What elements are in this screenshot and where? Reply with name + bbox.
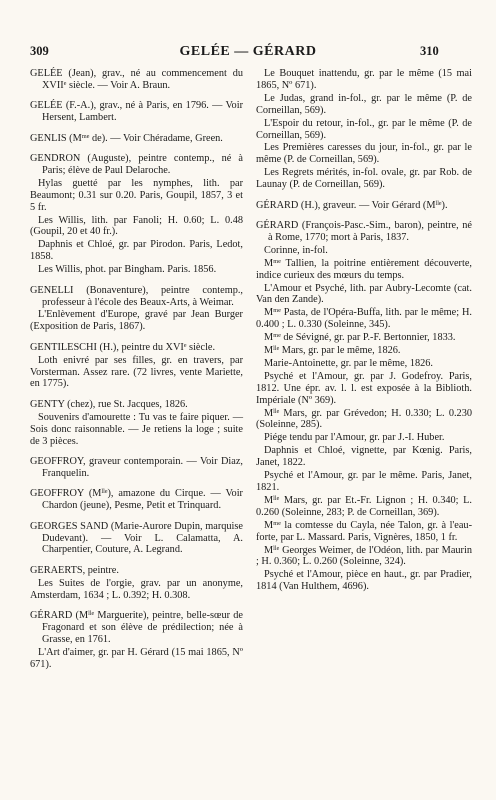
- entry-item: Daphnis et Chloé, vignette, par Kœnig. Paris, Janet, 1822.: [256, 445, 472, 469]
- entry-item: Mᵐᵉ Tallien, la poitrine entièrement découverte, indice curieux des mœurs du temps.: [256, 257, 472, 281]
- entry-heading: GÉRARD (H.), graveur. — Voir Gérard (Mˡˡᵉ).: [256, 199, 448, 211]
- entry-item: Mˡˡᵉ Mars, gr. par Et.-Fr. Lignon ; H. 0.340; L. 0.260 (Soleinne, 283; P. de Corneillan, 369).: [256, 494, 472, 518]
- entry-item: Les Willis, phot. par Bingham. Paris. 1856.: [38, 264, 217, 276]
- entry-heading: GENLIS (Mᵐᵉ de). — Voir Chéradame, Green.: [30, 132, 223, 144]
- catalog-entry: [256, 220, 472, 593]
- entry-item: Loth enivré par ses filles, gr. en travers, par Vorsterman. Assez rare. (72 livres, vente Mariette, en 1775).: [30, 354, 243, 390]
- entry-heading: GENTY (chez), rue St. Jacques, 1826.: [30, 398, 188, 410]
- right-page-number: 310: [420, 44, 439, 58]
- entry-heading: GENTILESCHI (H.), peintre du XVIᵉ siècle.: [30, 341, 216, 353]
- entry-item: Les Suites de l'orgie, grav. par un anonyme, Amsterdam, 1634 ; L. 0.392; H. 0.308.: [30, 577, 243, 601]
- entry-item: Psyché et l'Amour, gr. par J. Godefroy. Paris, 1812. Une épr. av. l. l. est exposée à la Biblioth. Impériale (Nº 369).: [256, 370, 472, 406]
- entry-item: Les Premières caresses du jour, in-fol., gr. par le même (P. de Corneillan, 569).: [256, 142, 472, 166]
- left-page-number: 309: [30, 44, 49, 58]
- entry-item: Marie-Antoinette, gr. par le même, 1826.: [264, 357, 433, 369]
- catalog-entry: [30, 456, 243, 480]
- entry-heading: GENDRON (Auguste), peintre contemp., né à Paris; élève de Paul Delaroche.: [30, 153, 243, 176]
- catalog-entry: [30, 285, 243, 334]
- entry-heading: GELÉE (Jean), grav., né au commencement du XVIIᵉ siècle. — Voir A. Braun.: [30, 68, 243, 91]
- entry-item: Psyché et l'Amour, gr. par le même. Paris, Janet, 1821.: [256, 470, 472, 493]
- entry-item: Les Regrets mérités, in-fol. ovale, gr. par Rob. de Launay (P. de Corneillan, 569).: [256, 167, 472, 191]
- entry-item: Mˡˡᵉ Mars, gr. par Grévedon; H. 0.330; L. 0.230 (Soleinne, 285).: [256, 407, 472, 431]
- entry-item: Les Willis, lith. par Fanoli; H. 0.60; L. 0.48 (Goupil, 20 et 40 fr.).: [30, 214, 243, 238]
- running-title: GELÉE — GÉRARD: [179, 44, 317, 59]
- entry-item: Psyché et l'Amour, pièce en haut., gr. par Pradier, 1814 (Van Hulthem, 4696).: [256, 569, 472, 593]
- entry-heading: GÉRARD (François-Pasc.-Sim., baron), peintre, né à Rome, 1770; mort à Paris, 1837.: [256, 219, 472, 243]
- entry-item: Corinne, in-fol.: [264, 244, 328, 256]
- entry-item: L'Amour et Psyché, lith. par Aubry-Lecomte (cat. Van den Zande).: [256, 282, 472, 306]
- catalog-entry: [30, 399, 243, 448]
- entry-item: Hylas guetté par les nymphes, lith. par Beaumont; 0.31 sur 0.20. Paris, Goupil, 1857, 3 et 5 fr.: [30, 177, 243, 213]
- entry-item: Le Bouquet inattendu, gr. par le même (15 mai 1865, Nº 671).: [256, 68, 472, 91]
- entry-heading: GEOFFROY, graveur contemporain. — Voir Diaz, Franquelin.: [30, 455, 243, 479]
- entry-item: Mˡˡᵉ Mars, gr. par le même, 1826.: [264, 345, 401, 357]
- catalog-entry: [30, 342, 243, 391]
- page-header: [0, 44, 496, 60]
- catalog-entry: [30, 565, 243, 602]
- entry-heading: GERAERTS, peintre.: [30, 564, 119, 576]
- entry-item: Mᵐᵉ Pasta, de l'Opéra-Buffa, lith. par le même; H. 0.400 ; L. 0.330 (Soleinne, 345).: [256, 307, 472, 331]
- entry-heading: GEORGES SAND (Marie-Aurore Dupin, marquise Dudevant). — Voir L. Calamatta, A. Charpentier, Couture, A. Legrand.: [30, 520, 243, 556]
- entry-item: Mᵐᵉ la comtesse du Cayla, née Talon, gr. à l'eau-forte, par L. Massard. Paris, Vignères, 1850, 1 fr.: [256, 519, 472, 543]
- catalog-entry: [30, 153, 243, 276]
- entry-item: L'Art d'aimer, gr. par H. Gérard (15 mai 1865, Nº 671).: [30, 646, 243, 670]
- entry-item: Le Judas, grand in-fol., gr. par le même (P. de Corneillan, 569).: [256, 92, 472, 116]
- entry-heading: GÉRARD (Mˡˡᵉ Marguerite), peintre, belle-sœur de Fragonard et son élève de prédilection; née à Grasse, en 1761.: [30, 610, 243, 645]
- entry-item: Souvenirs d'amourette : Tu vas te faire piquer. — Sois donc raisonnable. — Je retiens la loge ; suite de 3 pièces.: [30, 411, 243, 447]
- entry-item: Daphnis et Chloé, gr. par Pirodon. Paris, Ledot, 1858.: [30, 239, 243, 263]
- entry-heading: GELÉE (F.-A.), grav., né à Paris, en 1796. — Voir Hersent, Lambert.: [30, 100, 243, 124]
- entry-item: Mᵐᵉ de Sévigné, gr. par P.-F. Bertonnier, 1833.: [264, 332, 456, 344]
- catalog-entry: [30, 100, 243, 124]
- catalog-entry: [30, 68, 243, 92]
- entry-item: Mˡˡᵉ Georges Weimer, de l'Odéon, lith. par Maurin ; H. 0.360; L. 0.260 (Soleinne, 324).: [256, 544, 472, 568]
- catalog-entry: [30, 521, 243, 557]
- catalog-entry: [30, 610, 243, 671]
- entry-heading: GENELLI (Bonaventure), peintre contemp., professeur à l'école des Beaux-Arts, à Weimar.: [30, 284, 243, 308]
- catalog-entry: [256, 200, 472, 212]
- entry-item: L'Espoir du retour, in-fol., gr. par le même (P. de Corneillan, 569).: [256, 117, 472, 141]
- entry-item: L'Enlèvement d'Europe, gravé par Jean Burger (Exposition de Paris, 1867).: [30, 309, 243, 333]
- entry-item: Piége tendu par l'Amour, gr. par J.-I. Huber.: [264, 432, 445, 444]
- right-column: [256, 68, 472, 602]
- left-column: [30, 68, 243, 679]
- entry-heading: GEOFFROY (Mˡˡᵉ), amazone du Cirque. — Voir Chardon (jeune), Pesme, Petit et Trinquard.: [30, 488, 243, 512]
- catalog-entry: [30, 488, 243, 512]
- catalog-entry: [256, 68, 472, 191]
- catalog-entry: [30, 133, 243, 145]
